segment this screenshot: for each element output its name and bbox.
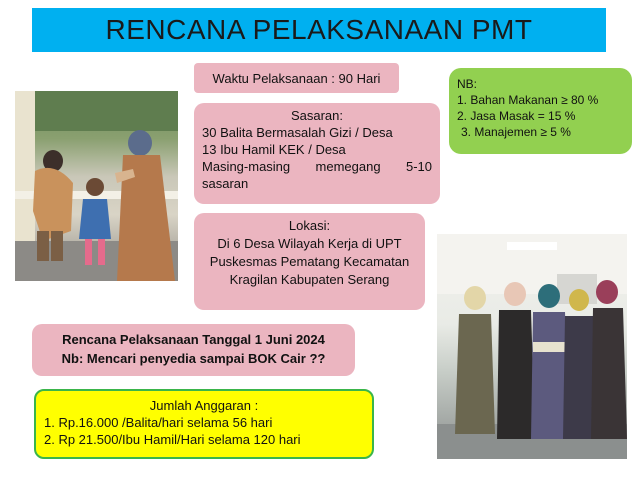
title-bar [32, 8, 606, 52]
rencana-nb: Nb: Mencari penyedia sampai BOK Cair ?? [61, 351, 326, 366]
nb-box [449, 68, 632, 154]
page-title: RENCANA PELAKSANAAN PMT [105, 14, 533, 45]
sasaran-line-masing: Masing-masing memegang 5-10 [202, 159, 432, 174]
sasaran-heading: Sasaran: [290, 108, 344, 123]
lokasi-box [194, 213, 425, 310]
sasaran-line-sasaran: sasaran [202, 176, 249, 191]
nb-item-bahan: 1. Bahan Makanan ≥ 80 % [457, 93, 599, 107]
photo-group-handover [437, 234, 627, 459]
sasaran-line-ibu-hamil: 13 Ibu Hamil KEK / Desa [202, 142, 346, 157]
anggaran-box [34, 389, 374, 459]
photo-group-illustration [437, 234, 627, 459]
anggaran-item-ibu-hamil: 2. Rp 21.500/Ibu Hamil/Hari selama 120 hari [44, 432, 301, 447]
rencana-tanggal: Rencana Pelaksanaan Tanggal 1 Juni 2024 [62, 332, 325, 347]
anggaran-item-balita: 1. Rp.16.000 /Balita/hari selama 56 hari [44, 415, 273, 430]
photo-child-illustration [15, 91, 178, 281]
rencana-box [32, 324, 355, 376]
lokasi-text: Di 6 Desa Wilayah Kerja di UPT Puskesmas Pematang Kecamatan Kragilan Kabupaten Serang [209, 236, 410, 287]
sasaran-box [194, 103, 440, 204]
photo-child-pmt [15, 91, 178, 281]
lokasi-heading: Lokasi: [288, 218, 331, 233]
waktu-box [194, 63, 399, 93]
anggaran-heading: Jumlah Anggaran : [149, 398, 259, 413]
waktu-text: Waktu Pelaksanaan : 90 Hari [212, 70, 381, 86]
nb-item-manajemen: 3. Manajemen ≥ 5 % [461, 125, 571, 139]
sasaran-line-balita: 30 Balita Bermasalah Gizi / Desa [202, 125, 393, 140]
nb-item-jasa: 2. Jasa Masak = 15 % [457, 109, 576, 123]
nb-heading: NB: [457, 77, 478, 91]
